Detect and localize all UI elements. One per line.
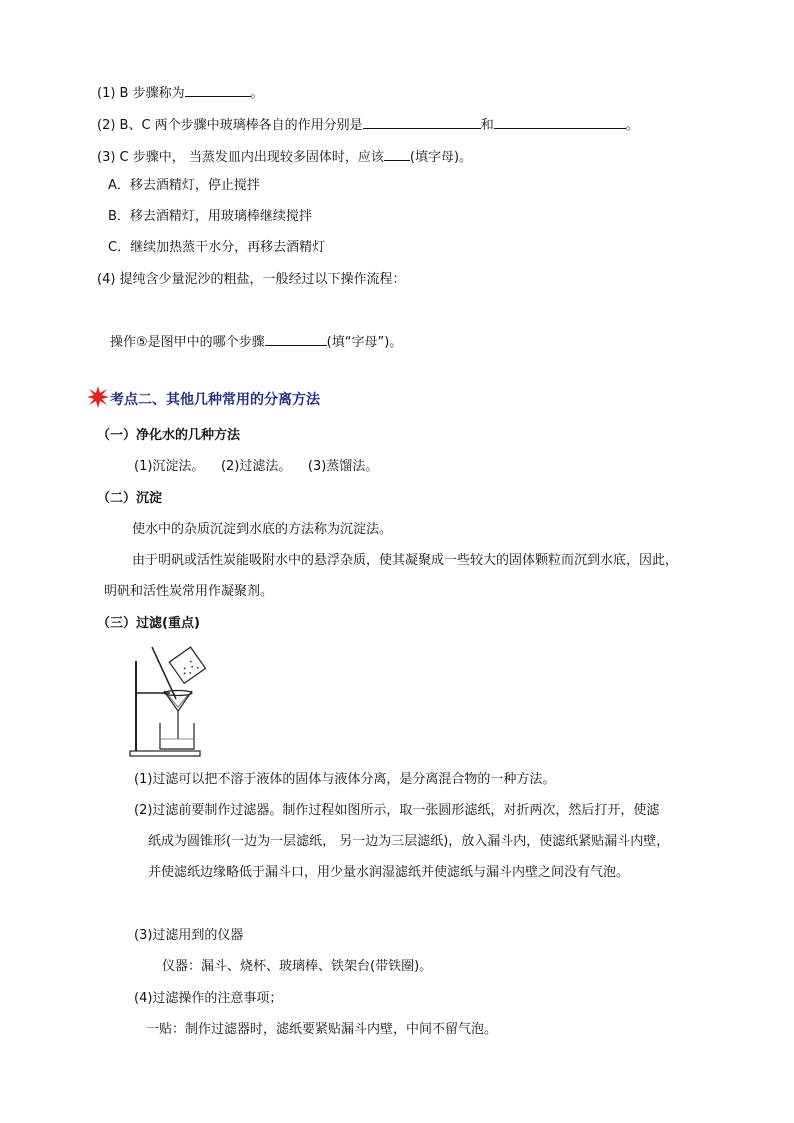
question-3-text: (3) C 步骤中， 当蒸发皿内出现较多固体时，应该 [97, 150, 384, 165]
option-c: C．继续加热蒸干水分，再移去酒精灯 [108, 240, 326, 255]
part2-paragraph-2a: 由于明矾或活性炭能吸附水中的悬浮杂质，使其凝聚成一些较大的固体颗粒而沉到水底，因此， [132, 553, 679, 568]
part3-item-3: (3)过滤用到的仪器 [134, 928, 244, 943]
question-1 [97, 82, 264, 104]
question-2 [97, 114, 639, 136]
part2-paragraph-2b: 明矾和活性炭常用作凝聚剂。 [104, 584, 274, 599]
answer-blank-2a[interactable] [363, 114, 481, 129]
answer-blank-1[interactable] [185, 82, 251, 97]
question-2-suffix: 。 [625, 118, 639, 133]
answer-blank-3[interactable] [384, 146, 410, 161]
question-3 [97, 146, 472, 168]
question-2-text: (2) B、C 两个步骤中玻璃棒各自的作用分别是 [97, 118, 363, 133]
question-3-suffix: (填字母)。 [409, 150, 473, 165]
question-1-text: (1) B 步骤称为 [97, 86, 185, 101]
part3-item-2c: 并使滤纸边缘略低于漏斗口，用少量水润湿滤纸并使滤纸与漏斗内壁之间没有气泡。 [148, 865, 630, 880]
question-4-sub-text: 操作⑤是图甲中的哪个步骤 [110, 335, 265, 350]
question-1-suffix: 。 [250, 86, 264, 101]
part3-item-4: (4)过滤操作的注意事项； [134, 991, 283, 1006]
section-title: 考点二、其他几种常用的分离方法 [110, 392, 320, 408]
part3-item-4-rule-1: 一贴：制作过滤器时，滤纸要紧贴漏斗内壁，中间不留气泡。 [146, 1022, 498, 1037]
part1-methods: (1)沉淀法。 (2)过滤法。 (3)蒸馏法。 [134, 459, 379, 474]
part3-item-3-instruments: 仪器：漏斗、烧杯、玻璃棒、铁架台(带铁圈)。 [162, 959, 433, 974]
option-a: A．移去酒精灯，停止搅拌 [108, 178, 260, 193]
option-b: B．移去酒精灯，用玻璃棒继续搅拌 [108, 209, 312, 224]
question-4-sub-suffix: (填“字母”)。 [326, 335, 403, 350]
question-4: (4) 提纯含少量泥沙的粗盐，一般经过以下操作流程： [97, 272, 406, 287]
part3-item-2a: (2)过滤前要制作过滤器。制作过程如图所示，取一张圆形滤纸，对折两次，然后打开，使滤 [134, 803, 660, 818]
filtration-apparatus-figure [128, 643, 208, 758]
question-2-mid: 和 [480, 118, 494, 133]
part2-heading: （二）沉淀 [97, 491, 163, 506]
answer-blank-4[interactable] [265, 331, 327, 346]
part2-paragraph-1: 使水中的杂质沉淀到水底的方法称为沉淀法。 [132, 522, 393, 537]
part3-item-2b: 纸成为圆锥形(一边为一层滤纸， 另一边为三层滤纸)，放入漏斗内，使滤纸紧贴漏斗内壁， [148, 834, 670, 849]
part3-heading: （三）过滤(重点) [97, 616, 200, 631]
part3-item-1: (1)过滤可以把不溶于液体的固体与液体分离，是分离混合物的一种方法。 [134, 772, 556, 787]
question-4-sub [110, 331, 402, 353]
answer-blank-2b[interactable] [494, 114, 626, 129]
starburst-icon [87, 386, 109, 408]
part1-heading: （一）净化水的几种方法 [97, 428, 241, 443]
